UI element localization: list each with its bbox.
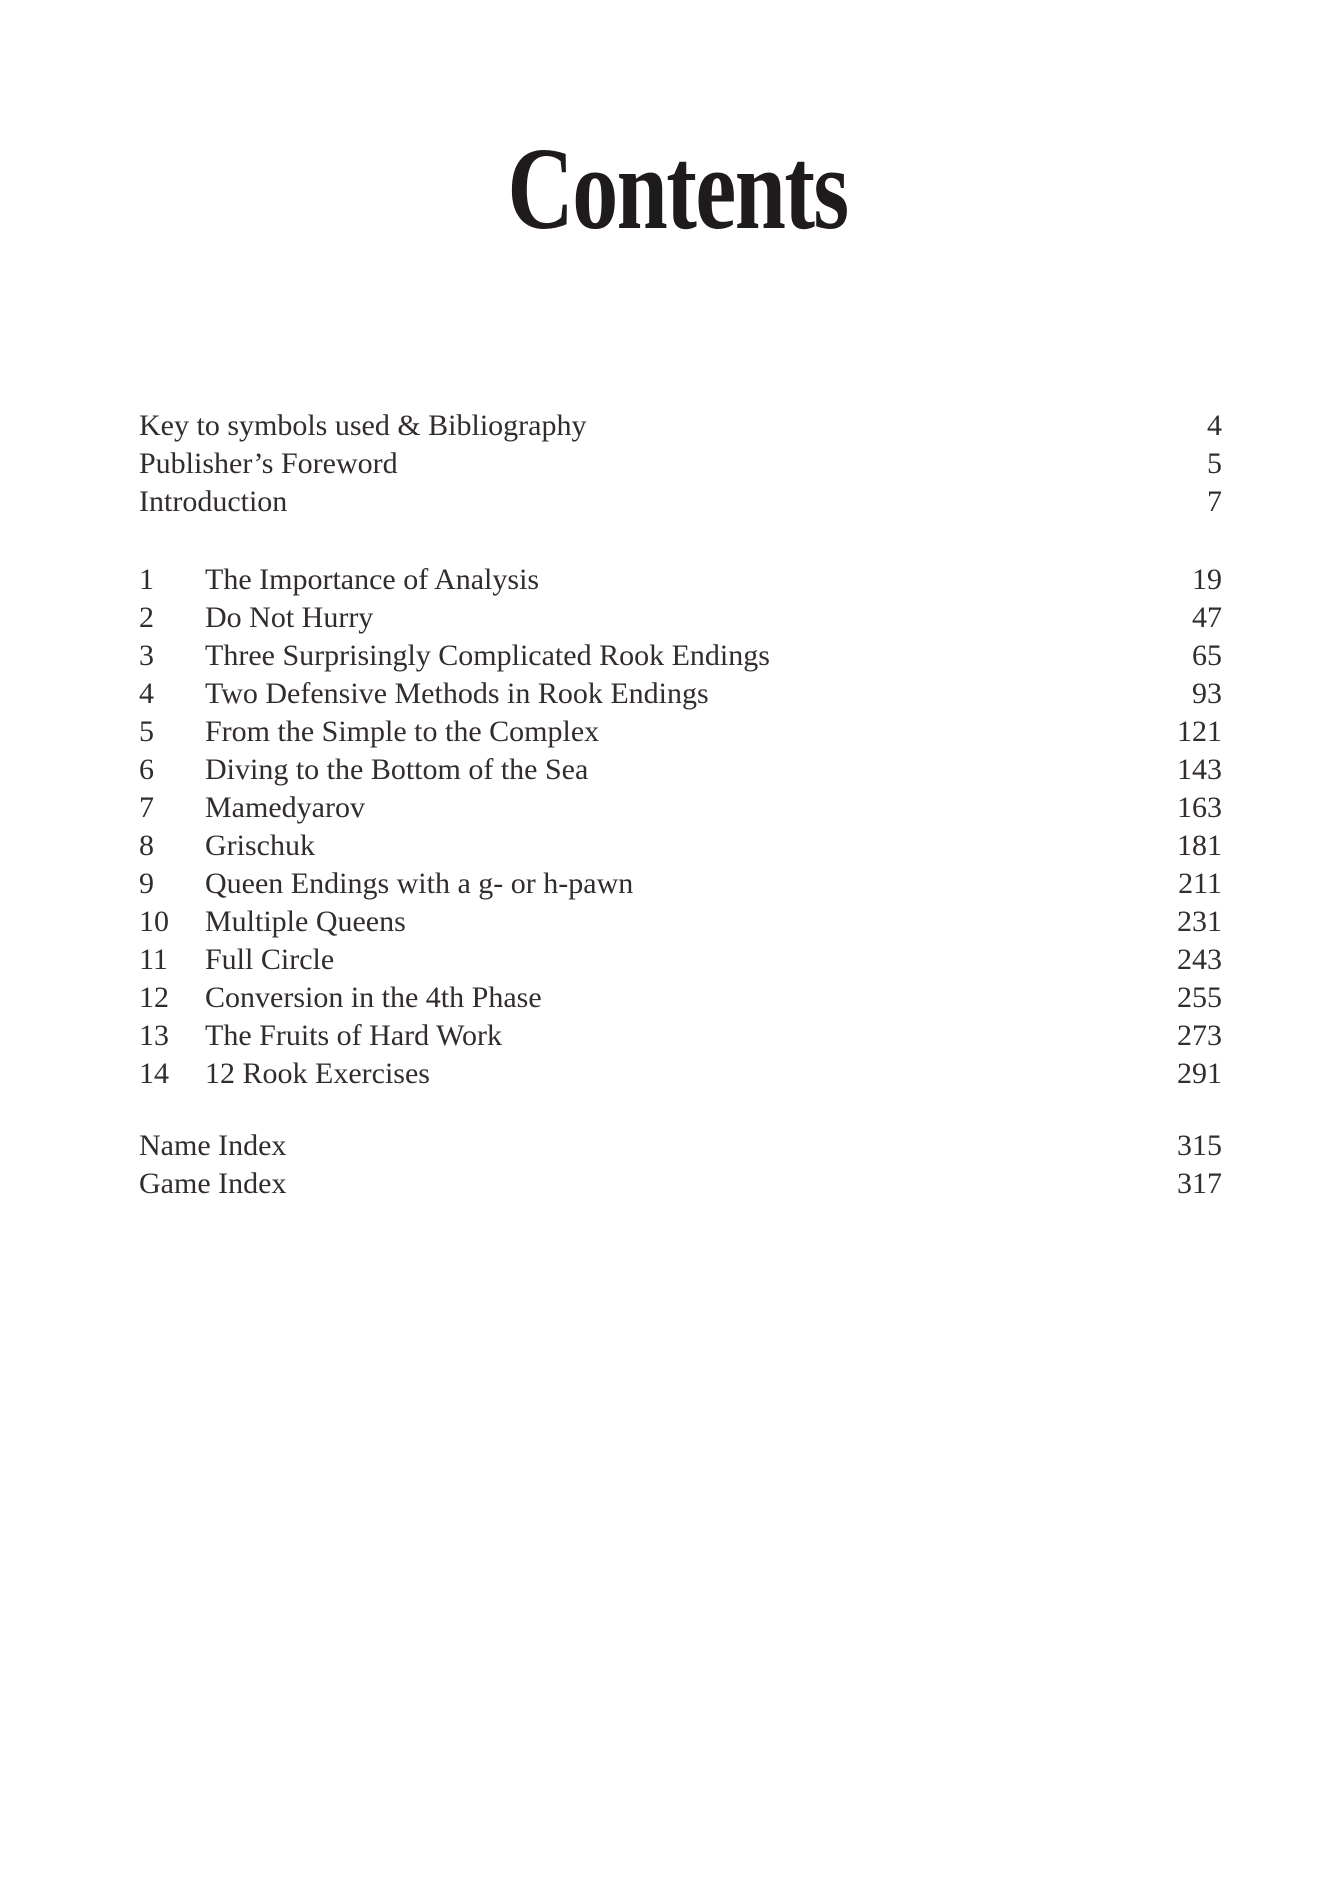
- chapter-title: Mamedyarov: [205, 791, 365, 824]
- page-number: 273: [1177, 1019, 1222, 1052]
- chapter-number: 9: [139, 867, 154, 900]
- page-number: 19: [1192, 563, 1222, 596]
- page-number: 47: [1192, 601, 1222, 634]
- chapter-number: 7: [139, 791, 154, 824]
- page-number: 315: [1177, 1129, 1222, 1162]
- chapter-title: Two Defensive Methods in Rook Endings: [205, 677, 709, 710]
- chapter-number: 2: [139, 601, 154, 634]
- page-number: 5: [1207, 447, 1222, 480]
- chapter-number: 3: [139, 639, 154, 672]
- page-number: 317: [1177, 1167, 1222, 1200]
- chapter-entry: [139, 713, 1222, 751]
- page-number: 243: [1177, 943, 1222, 976]
- chapter-entry: [139, 675, 1222, 713]
- chapter-title: Full Circle: [205, 943, 335, 976]
- chapter-number: 6: [139, 753, 154, 786]
- chapters-section: [139, 561, 1222, 1093]
- page-number: 255: [1177, 981, 1222, 1014]
- page-number: 181: [1177, 829, 1222, 862]
- chapter-title: 12 Rook Exercises: [205, 1057, 430, 1090]
- chapter-entry: [139, 941, 1222, 979]
- chapter-entry: [139, 979, 1222, 1017]
- chapter-entry: [139, 903, 1222, 941]
- entry-label: Game Index: [139, 1167, 287, 1200]
- chapter-entry: [139, 561, 1222, 599]
- page-number: 163: [1177, 791, 1222, 824]
- entry-label: Key to symbols used & Bibliography: [139, 409, 587, 442]
- front-matter-entry: [139, 483, 1222, 521]
- entry-label: Publisher’s Foreword: [139, 447, 398, 480]
- chapter-entry: [139, 751, 1222, 789]
- chapter-entry: [139, 865, 1222, 903]
- chapter-number: 14: [139, 1057, 169, 1090]
- page-number: 121: [1177, 715, 1222, 748]
- chapter-entry: [139, 827, 1222, 865]
- chapter-title: From the Simple to the Complex: [205, 715, 600, 748]
- front-matter-entry: [139, 407, 1222, 445]
- page-number: 7: [1207, 485, 1222, 518]
- chapter-number: 1: [139, 563, 154, 596]
- page-number: 65: [1192, 639, 1222, 672]
- chapter-title: The Importance of Analysis: [205, 563, 540, 596]
- page-number: 291: [1177, 1057, 1222, 1090]
- index-entry: [139, 1127, 1222, 1165]
- chapter-number: 13: [139, 1019, 169, 1052]
- front-matter-section: [139, 407, 1222, 521]
- chapter-number: 12: [139, 981, 169, 1014]
- chapter-title: Diving to the Bottom of the Sea: [205, 753, 589, 786]
- entry-label: Introduction: [139, 485, 288, 518]
- chapter-title: Queen Endings with a g- or h-pawn: [205, 867, 634, 900]
- chapter-entry: [139, 1017, 1222, 1055]
- chapter-title: Three Surprisingly Complicated Rook Endings: [205, 639, 770, 672]
- page-title: Contents: [507, 123, 848, 254]
- chapter-entry: [139, 637, 1222, 675]
- chapter-number: 11: [139, 943, 168, 976]
- chapter-number: 8: [139, 829, 154, 862]
- chapter-number: 5: [139, 715, 154, 748]
- chapter-number: 10: [139, 905, 169, 938]
- chapter-entry: [139, 1055, 1222, 1093]
- entry-label: Name Index: [139, 1129, 287, 1162]
- chapter-number: 4: [139, 677, 154, 710]
- front-matter-entry: [139, 445, 1222, 483]
- chapter-title: Conversion in the 4th Phase: [205, 981, 542, 1014]
- chapter-entry: [139, 599, 1222, 637]
- table-of-contents: [139, 407, 1222, 1203]
- page-number: 4: [1207, 409, 1222, 442]
- page-number: 143: [1177, 753, 1222, 786]
- index-entry: [139, 1165, 1222, 1203]
- chapter-title: Grischuk: [205, 829, 315, 862]
- page-number: 211: [1178, 867, 1222, 900]
- chapter-title: Do Not Hurry: [205, 601, 374, 634]
- page-number: 231: [1177, 905, 1222, 938]
- back-matter-section: [139, 1127, 1222, 1203]
- chapter-title: The Fruits of Hard Work: [205, 1019, 502, 1052]
- chapter-entry: [139, 789, 1222, 827]
- chapter-title: Multiple Queens: [205, 905, 406, 938]
- page-number: 93: [1192, 677, 1222, 710]
